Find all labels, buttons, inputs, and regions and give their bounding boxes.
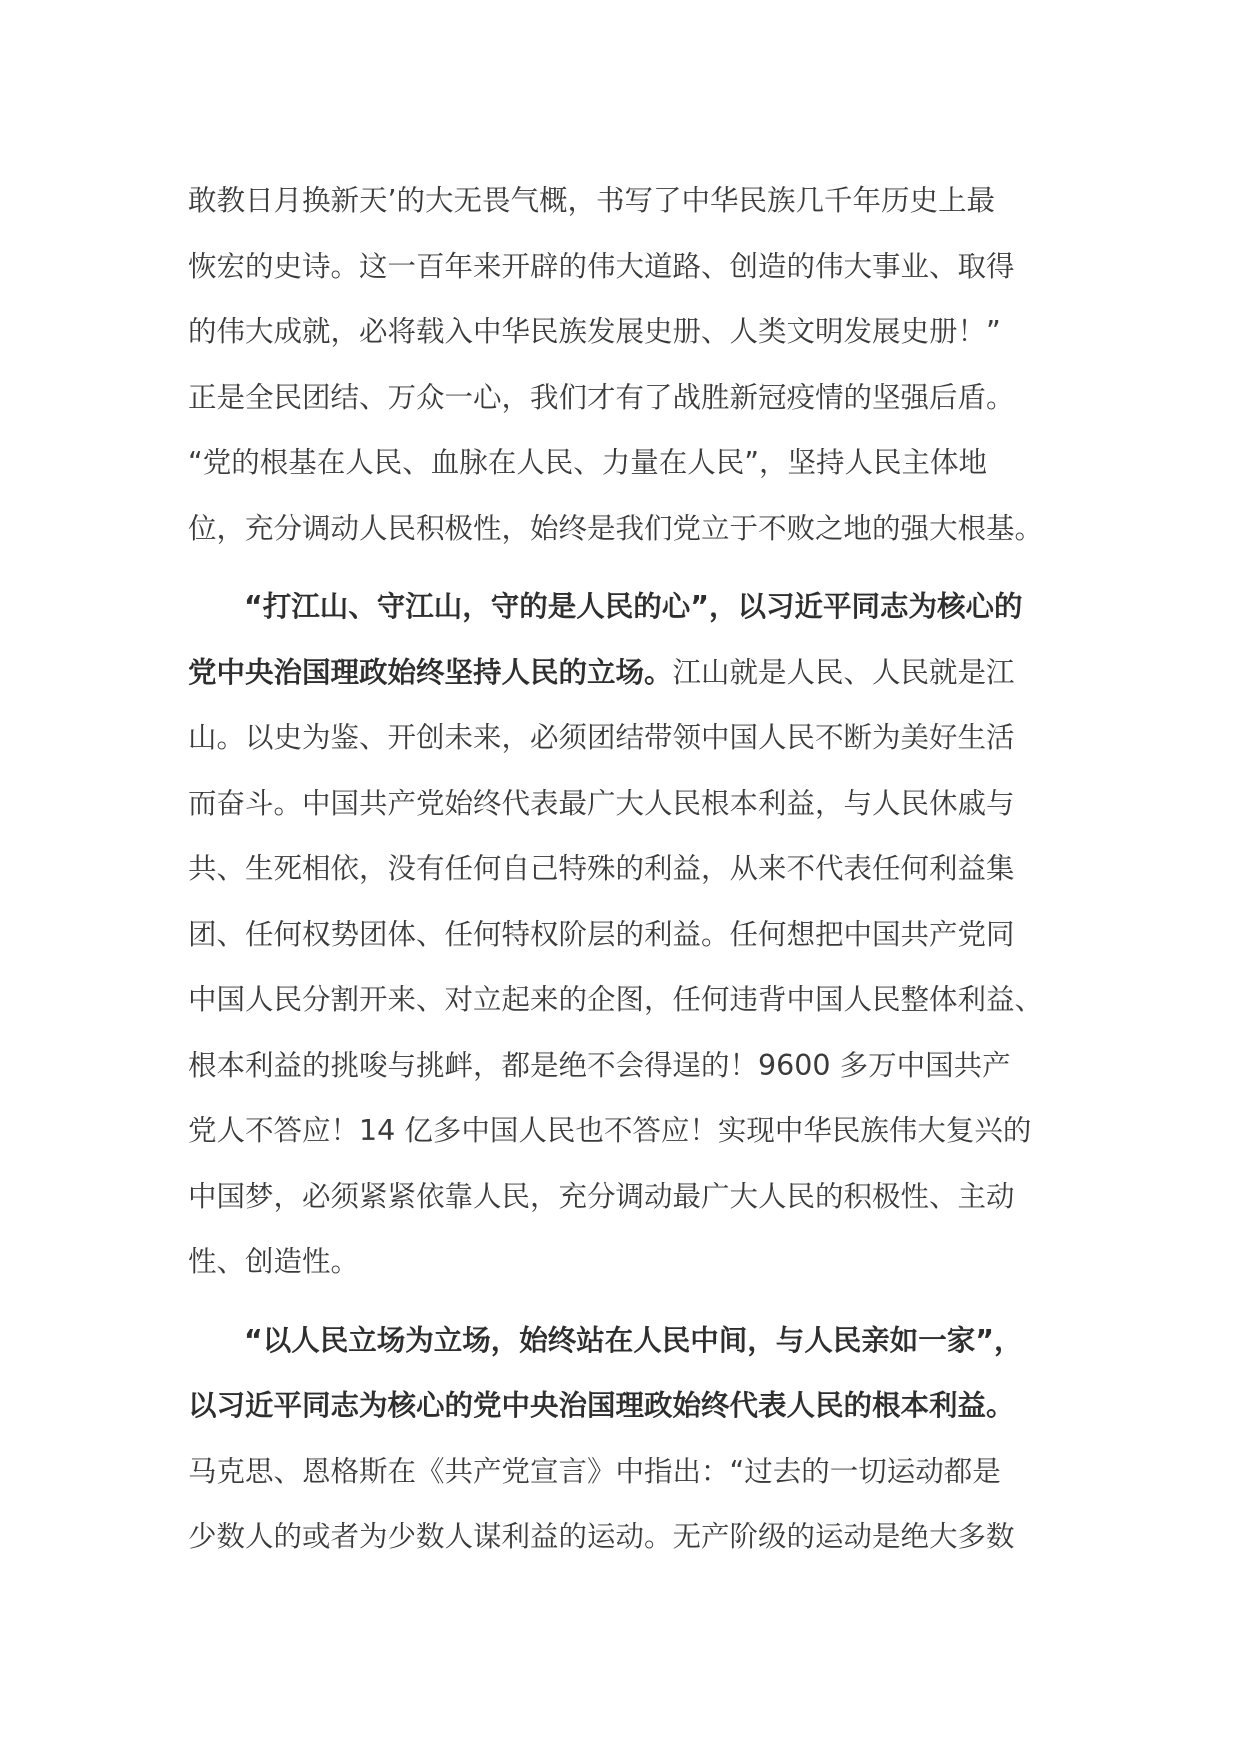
text-line: [188, 836, 1060, 902]
bold-heading-run: “打江山、守江山，守的是人民的心”，以习近平同志为核心的: [244, 590, 1023, 623]
text-run: 根本利益的挑唆与挑衅，都是绝不会得逞的！9600 多万中国共产: [188, 1048, 1011, 1082]
bold-heading-run: 党中央治国理政始终坚持人民的立场。: [188, 655, 673, 689]
text-run: 正是全民团结、万众一心，我们才有了战胜新冠疫情的坚强后盾。: [188, 380, 1015, 414]
text-line: [188, 967, 1060, 1033]
text-run: 性、创造性。: [188, 1245, 360, 1278]
text-run: 位，充分调动人民积极性，始终是我们党立于不败之地的强大根基。: [188, 511, 1044, 545]
text-run: 而奋斗。中国共产党始终代表最广大人民根本利益，与人民休戚与: [188, 786, 1015, 820]
text-line: [188, 1164, 1060, 1230]
text-line: [188, 705, 1060, 771]
text-run: 恢宏的史诗。这一百年来开辟的伟大道路、创造的伟大事业、取得: [188, 249, 1015, 283]
text-run: 少数人的或者为少数人谋利益的运动。无产阶级的运动是绝大多数: [188, 1520, 1015, 1553]
text-line: [188, 365, 1060, 431]
text-run: 的伟大成就，必将载入中华民族发展史册、人类文明发展史册！”: [188, 315, 1001, 348]
text-line: [188, 234, 1060, 300]
text-run: 江山就是人民、人民就是江: [672, 655, 1015, 689]
paragraph-3: [188, 1308, 1060, 1570]
paragraph-spacer: [188, 1295, 1060, 1308]
text-run: “党的根基在人民、血脉在人民、力量在人民”，坚持人民主体地: [188, 446, 988, 479]
paragraph-2: [188, 574, 1060, 1295]
text-line: [188, 168, 1060, 234]
text-line: [188, 1308, 1060, 1374]
text-line: [188, 771, 1060, 837]
text-line: [188, 1229, 1060, 1295]
paragraph-spacer: [188, 561, 1060, 574]
text-line: [188, 1098, 1060, 1164]
text-run: 山。以史为鉴、开创未来，必须团结带领中国人民不断为美好生活: [188, 721, 1015, 754]
text-line: [188, 1033, 1060, 1099]
text-line: [188, 574, 1060, 640]
text-line: [188, 1439, 1060, 1505]
document-body: [188, 168, 1060, 1570]
text-line: [188, 640, 1060, 706]
text-run: 共、生死相依，没有任何自己特殊的利益，从来不代表任何利益集: [188, 852, 1015, 885]
text-run: 马克思、恩格斯在《共产党宣言》中指出：“过去的一切运动都是: [188, 1454, 1001, 1488]
bold-heading-run: “以人民立场为立场，始终站在人民中间，与人民亲如一家”，: [244, 1323, 1023, 1357]
text-line: [188, 299, 1060, 365]
text-line: [188, 902, 1060, 968]
text-line: [188, 1504, 1060, 1570]
bold-heading-run: 以习近平同志为核心的党中央治国理政始终代表人民的根本利益。: [188, 1389, 1015, 1422]
text-run: 团、任何权势团体、任何特权阶层的利益。任何想把中国共产党同: [188, 917, 1015, 951]
text-line: [188, 1373, 1060, 1439]
text-run: 中国梦，必须紧紧依靠人民，充分调动最广大人民的积极性、主动: [188, 1179, 1015, 1213]
text-run: 中国人民分割开来、对立起来的企图，任何违背中国人民整体利益、: [188, 983, 1044, 1016]
text-run: 党人不答应！14 亿多中国人民也不答应！实现中华民族伟大复兴的: [188, 1114, 1032, 1147]
text-run: 敢教日月换新天’的大无畏气概，书写了中华民族几千年历史上最: [188, 184, 996, 217]
text-line: [188, 496, 1060, 562]
text-line: [188, 430, 1060, 496]
paragraph-1: [188, 168, 1060, 561]
